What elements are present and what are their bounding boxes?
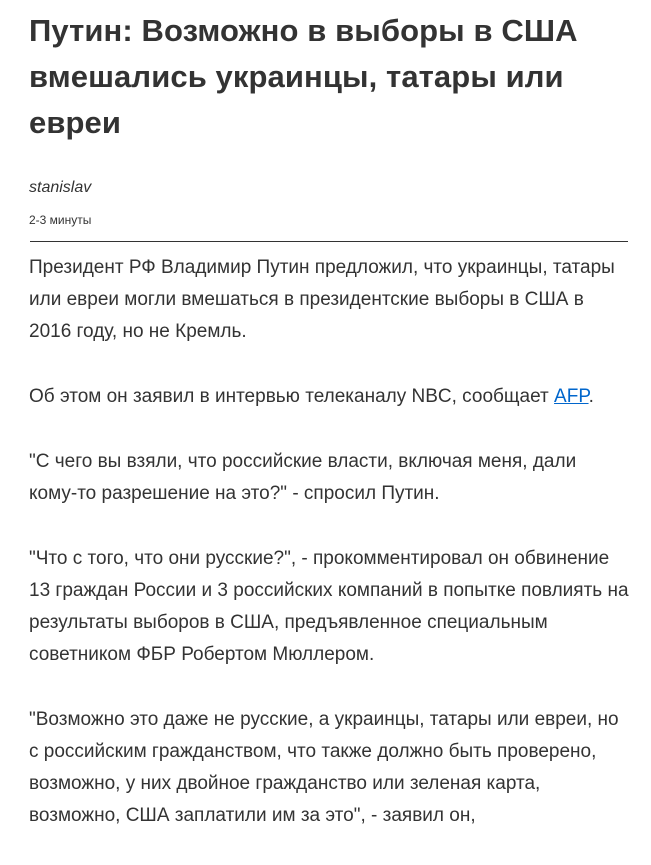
paragraph: "Что с того, что они русские?", - прокомментировал он обвинение 13 граждан России и 3 российских компаний в попытке повлиять на результаты выборов в США, предъявленное специальным советником ФБР Робертом Мюллером. [29, 548, 629, 665]
article [29, 0, 629, 865]
paragraph-text: . [588, 386, 594, 407]
paragraph-text: Об этом он заявил в интервью телеканалу NBC, сообщает [29, 386, 555, 407]
reading-time: 2-3 минуты [29, 213, 92, 227]
paragraph: "С чего вы взяли, что российские власти, включая меня, дали кому-то разрешение на это?" - спросил Путин. [29, 451, 577, 504]
divider [30, 241, 628, 242]
article-title: Путин: Возможно в выборы в США вмешались украинцы, татары или евреи [29, 13, 578, 140]
paragraph [29, 381, 629, 413]
article-body [29, 252, 629, 832]
author-name: stanislav [29, 179, 92, 196]
paragraph: "Возможно это даже не русские, а украинцы, татары или евреи, но с российским гражданством, что также должно быть проверено, возможно, у них двойное гражданство или зеленая карта, возможно, США заплатили им за это", - заявил он, [29, 709, 619, 826]
source-link[interactable]: AFP [554, 386, 589, 407]
paragraph: Президент РФ Владимир Путин предложил, что украинцы, татары или евреи могли вмешаться в президентские выборы в США в 2016 году, но не Кремль. [29, 257, 615, 342]
